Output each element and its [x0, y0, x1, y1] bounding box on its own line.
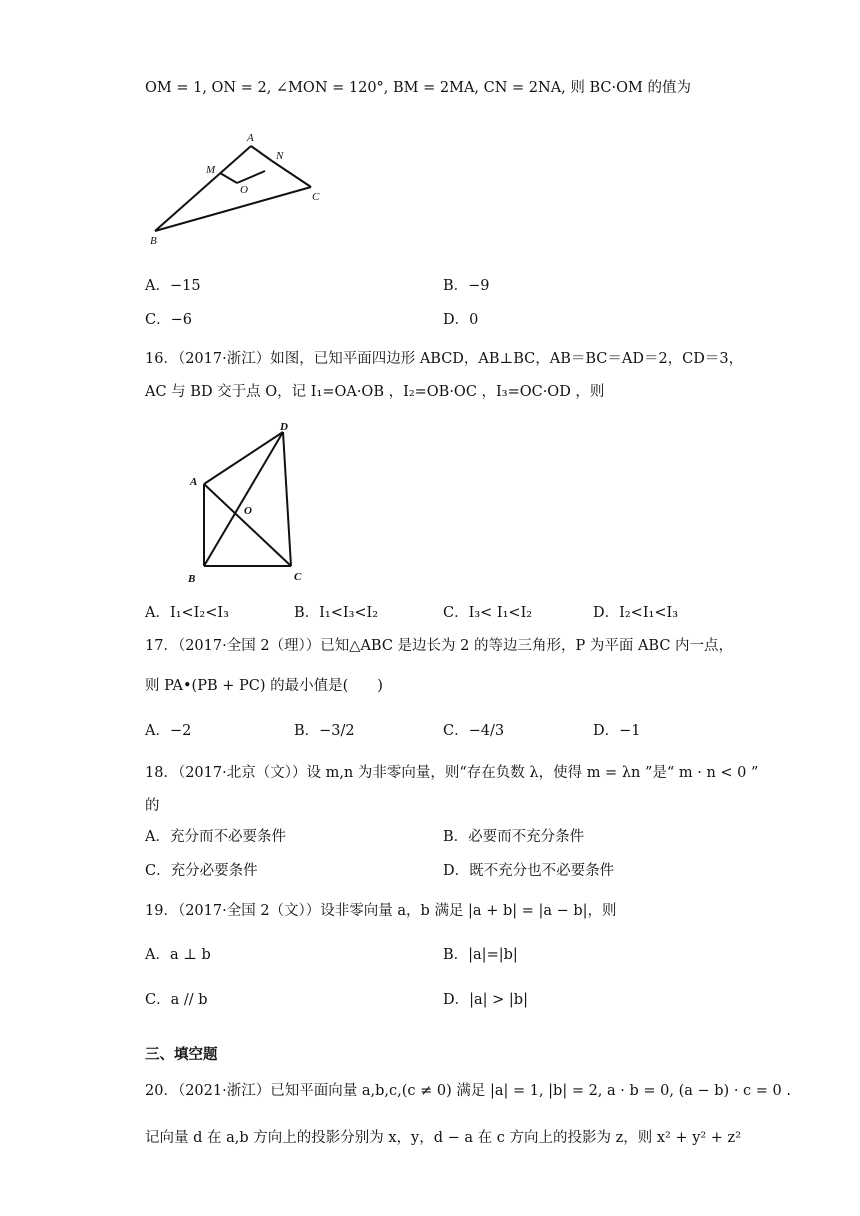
label-M: M [206, 164, 216, 176]
q16-figure [176, 414, 316, 589]
label-A: A [190, 476, 198, 488]
label-C: C [294, 571, 302, 583]
q17-option-c[interactable]: C．−4/3 [443, 723, 505, 739]
q18-option-b[interactable]: B．必要而不充分条件 [443, 829, 585, 845]
label-D: D [280, 421, 288, 433]
q18-stem-line1: 18．（2017·北京（文））设 m,n 为非零向量，则“存在负数 λ，使得 m = λn ”是“ m · n < 0 ” [145, 765, 759, 781]
q17-option-d[interactable]: D．−1 [593, 723, 641, 739]
label-B: B [150, 235, 157, 247]
q18-stem-line2: 的 [145, 798, 160, 814]
q19-option-d[interactable]: D．|a| > |b| [443, 992, 528, 1008]
q16-option-b[interactable]: B．I₁<I₃<I₂ [294, 605, 379, 621]
q20-stem-line2: 记向量 d 在 a,b 方向上的投影分别为 x，y，d − a 在 c 方向上的投影为 z，则 x² + y² + z² [145, 1130, 742, 1146]
label-A: A [247, 132, 254, 144]
q19-option-a[interactable]: A．a ⊥ b [145, 947, 211, 963]
q16-stem-line2: AC 与 BD 交于点 O，记 I₁=OA·OB ，I₂=OB·OC ，I₃=OC·OD ，则 [145, 384, 605, 400]
q19-option-c[interactable]: C．a // b [145, 992, 208, 1008]
q15-figure [140, 128, 340, 248]
q15-stem: OM = 1, ON = 2, ∠MON = 120°, BM = 2MA, CN = 2NA, 则 BC·OM 的值为 [145, 80, 691, 96]
q17-stem-line2: 则 PA•(PB + PC) 的最小值是( ) [145, 678, 383, 694]
q15-option-d[interactable]: D．0 [443, 312, 479, 328]
q18-option-c[interactable]: C．充分必要条件 [145, 863, 258, 879]
q19-stem: 19．（2017·全国 2（文））设非零向量 a，b 满足 |a + b| = |a − b|，则 [145, 903, 617, 919]
q17-option-b[interactable]: B．−3/2 [294, 723, 355, 739]
label-O: O [240, 184, 248, 196]
q17-stem-line1: 17．（2017·全国 2（理））已知△ABC 是边长为 2 的等边三角形，P 为平面 ABC 内一点， [145, 638, 734, 654]
q15-option-a[interactable]: A．−15 [145, 278, 201, 294]
q16-option-a[interactable]: A．I₁<I₂<I₃ [145, 605, 229, 621]
q19-option-b[interactable]: B．|a|=|b| [443, 947, 518, 963]
q15-option-b[interactable]: B．−9 [443, 278, 490, 294]
q18-option-d[interactable]: D．既不充分也不必要条件 [443, 863, 615, 879]
label-N: N [276, 150, 284, 162]
q18-option-a[interactable]: A．充分而不必要条件 [145, 829, 286, 845]
label-B: B [188, 573, 196, 585]
q16-stem-line1: 16．（2017·浙江）如图，已知平面四边形 ABCD，AB⊥BC，AB＝BC＝AD＝2，CD＝3， [145, 351, 744, 367]
label-C: C [312, 191, 320, 203]
section-heading: 三、填空题 [145, 1046, 218, 1063]
label-O: O [244, 505, 252, 517]
q15-option-c[interactable]: C．−6 [145, 312, 192, 328]
q16-option-d[interactable]: D．I₂<I₁<I₃ [593, 605, 679, 621]
q20-stem-line1: 20．（2021·浙江）已知平面向量 a,b,c,(c ≠ 0) 满足 |a| = 1, |b| = 2, a · b = 0, (a − b) · c = 0 . [145, 1083, 791, 1099]
q17-option-a[interactable]: A．−2 [145, 723, 192, 739]
q16-option-c[interactable]: C．I₃< I₁<I₂ [443, 605, 533, 621]
